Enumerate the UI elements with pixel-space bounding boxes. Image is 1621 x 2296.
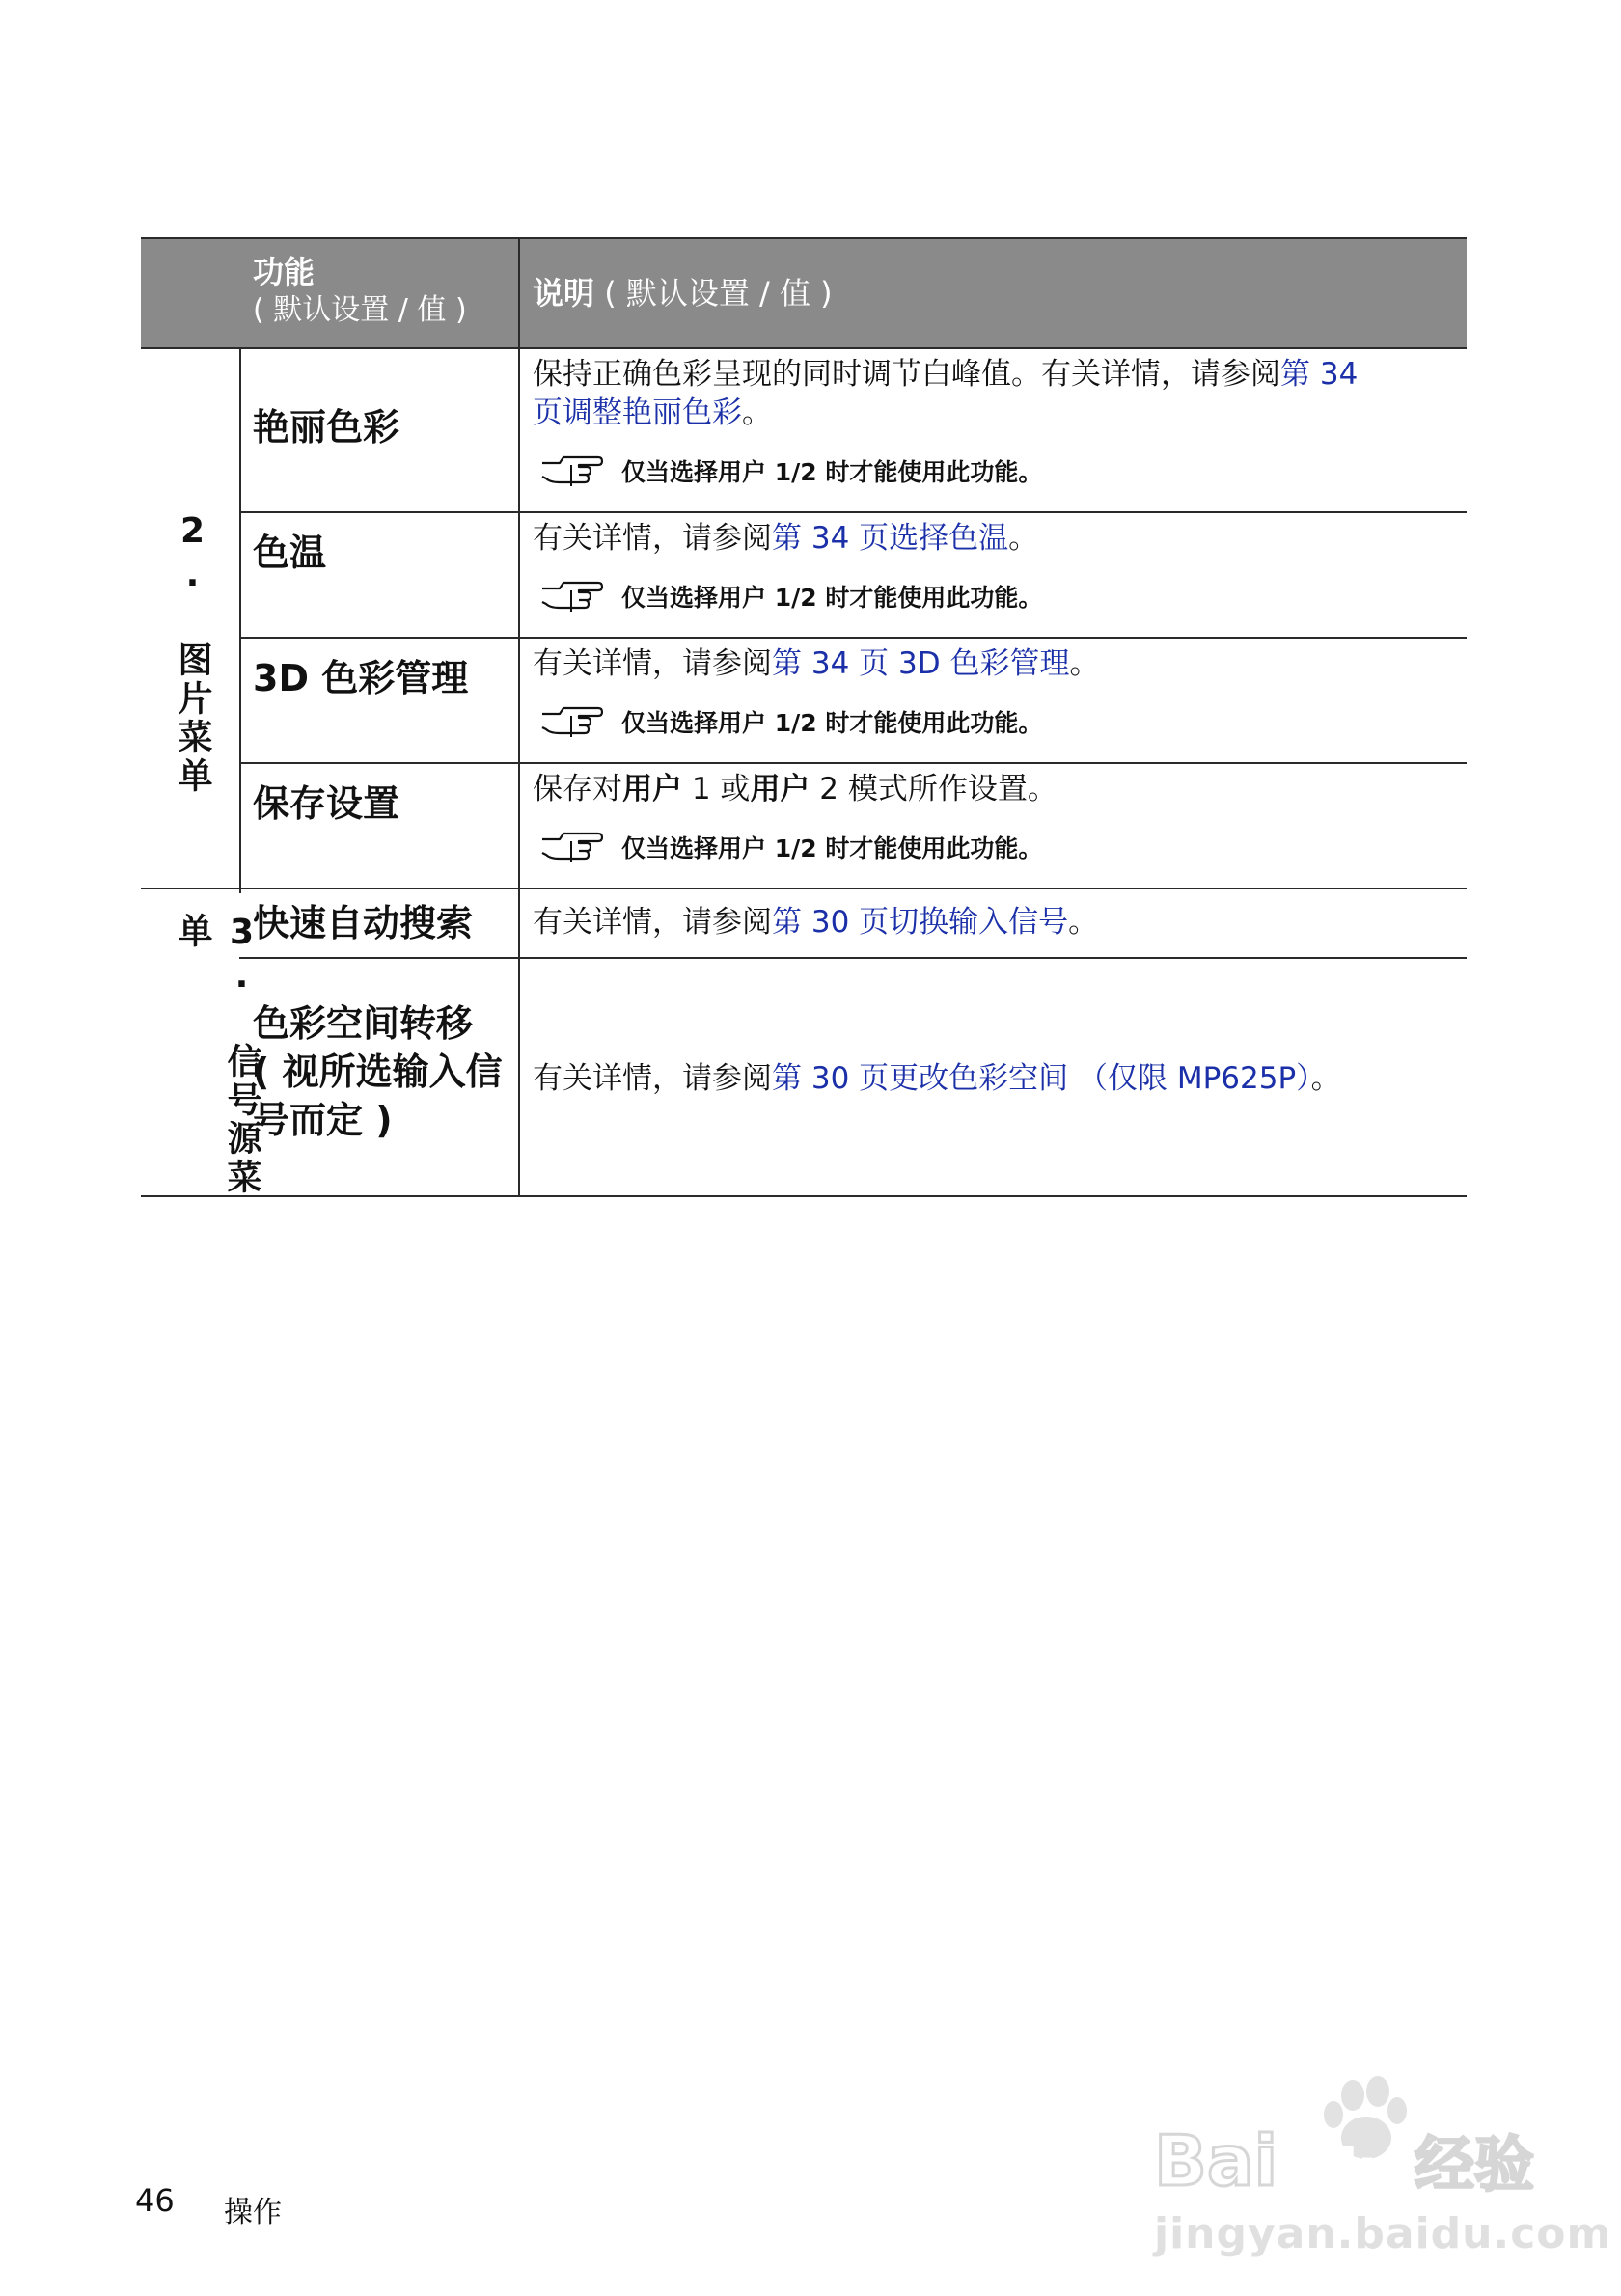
- function-brilliant-color: 艳丽色彩: [253, 406, 400, 449]
- description-brilliant-color: [533, 355, 1459, 432]
- description-text: 。: [1310, 1061, 1341, 1096]
- header-function-column: [253, 253, 467, 330]
- description-3d-color-management: [533, 644, 1459, 683]
- section-divider: [141, 888, 1467, 889]
- note-text: 仅当选择用户 1/2 时才能使用此功能。: [621, 834, 1043, 862]
- header-divider: [518, 239, 520, 351]
- note-save-settings: [540, 830, 1042, 864]
- note-text: 仅当选择用户 1/2 时才能使用此功能。: [621, 584, 1043, 612]
- section-label-picture-menu: 2. 图片菜单: [173, 511, 212, 796]
- column-divider-main: [518, 349, 520, 1197]
- description-quick-auto-search: [533, 903, 1459, 942]
- table-bottom-border: [141, 1195, 1467, 1197]
- header-description-subtitle: ( 默认设置 / 值 ): [594, 275, 833, 312]
- section-label-source-menu: 3. 信号源菜单: [173, 913, 261, 1197]
- function-color-space-conversion: [253, 999, 513, 1144]
- function-3d-color-management: 3D 色彩管理: [253, 657, 469, 699]
- pointing-hand-icon: [540, 704, 604, 739]
- row-divider: [239, 957, 1467, 959]
- description-bold: 用户: [622, 772, 682, 806]
- function-line: 色彩空间转移: [253, 1002, 474, 1045]
- pointing-hand-icon: [540, 453, 604, 488]
- row-divider: [239, 511, 1467, 513]
- page-link[interactable]: 第 34: [1280, 357, 1359, 392]
- description-text: 有关详情，请参阅: [533, 646, 772, 681]
- function-quick-auto-search: 快速自动搜索: [253, 902, 474, 944]
- page-link[interactable]: 第 34 页 3D 色彩管理: [772, 646, 1070, 681]
- pointing-hand-icon: [540, 579, 604, 614]
- description-text: 。: [742, 396, 772, 430]
- table-header: [141, 237, 1467, 349]
- description-text: 保存对: [533, 772, 622, 806]
- column-divider-left: [239, 349, 241, 893]
- description-text: 有关详情，请参阅: [533, 905, 772, 940]
- function-line: 号而定 ): [253, 1099, 393, 1141]
- page-link[interactable]: 第 34 页选择色温: [772, 521, 1009, 556]
- function-save-settings: 保存设置: [253, 782, 400, 825]
- description-save-settings: [533, 770, 1459, 808]
- header-function-title: 功能: [253, 254, 316, 290]
- description-text: 。: [1069, 646, 1100, 681]
- description-color-space-conversion: [533, 1059, 1459, 1098]
- header-description-title: 说明: [533, 275, 595, 312]
- watermark-brand2: du: [1318, 2136, 1398, 2200]
- baidu-jingyan-watermark-logo: [1154, 2074, 1550, 2203]
- footer-section-title: 操作: [224, 2196, 282, 2229]
- pointing-hand-icon: [540, 830, 604, 864]
- watermark-url: jingyan.baidu.com: [1154, 2209, 1612, 2258]
- function-line: ( 视所选输入信: [253, 1051, 503, 1093]
- description-text: 有关详情，请参阅: [533, 521, 772, 556]
- row-divider: [239, 762, 1467, 764]
- description-text: 。: [1008, 521, 1039, 556]
- note-brilliant-color: [540, 453, 1042, 488]
- description-text: 1 或: [682, 772, 751, 806]
- settings-table: [141, 237, 1467, 1197]
- description-text: 保持正确色彩呈现的同时调节白峰值。有关详情，请参阅: [533, 357, 1280, 392]
- row-divider: [239, 637, 1467, 639]
- page-link[interactable]: 第 30 页更改色彩空间 （仅限 MP625P）: [772, 1061, 1311, 1096]
- note-text: 仅当选择用户 1/2 时才能使用此功能。: [621, 458, 1043, 486]
- note-color-temperature: [540, 579, 1042, 614]
- note-3d-color-management: [540, 704, 1042, 739]
- paw-icon: [1154, 2074, 1550, 2200]
- page-link[interactable]: 页调整艳丽色彩: [533, 396, 742, 430]
- watermark-brand3: 经验: [1415, 2129, 1535, 2200]
- note-text: 仅当选择用户 1/2 时才能使用此功能。: [621, 709, 1043, 737]
- function-color-temperature: 色温: [253, 532, 327, 574]
- watermark-brand: Bai: [1154, 2120, 1278, 2200]
- description-bold: 用户: [750, 772, 810, 806]
- description-color-temperature: [533, 519, 1459, 558]
- description-text: 有关详情，请参阅: [533, 1061, 772, 1096]
- header-description-column: [533, 272, 833, 314]
- description-text: 。: [1068, 905, 1099, 940]
- header-function-subtitle: ( 默认设置 / 值 ): [253, 293, 467, 327]
- page-number: 46: [135, 2182, 175, 2219]
- page-link[interactable]: 第 30 页切换输入信号: [772, 905, 1069, 940]
- description-text: 2 模式所作设置。: [810, 772, 1058, 806]
